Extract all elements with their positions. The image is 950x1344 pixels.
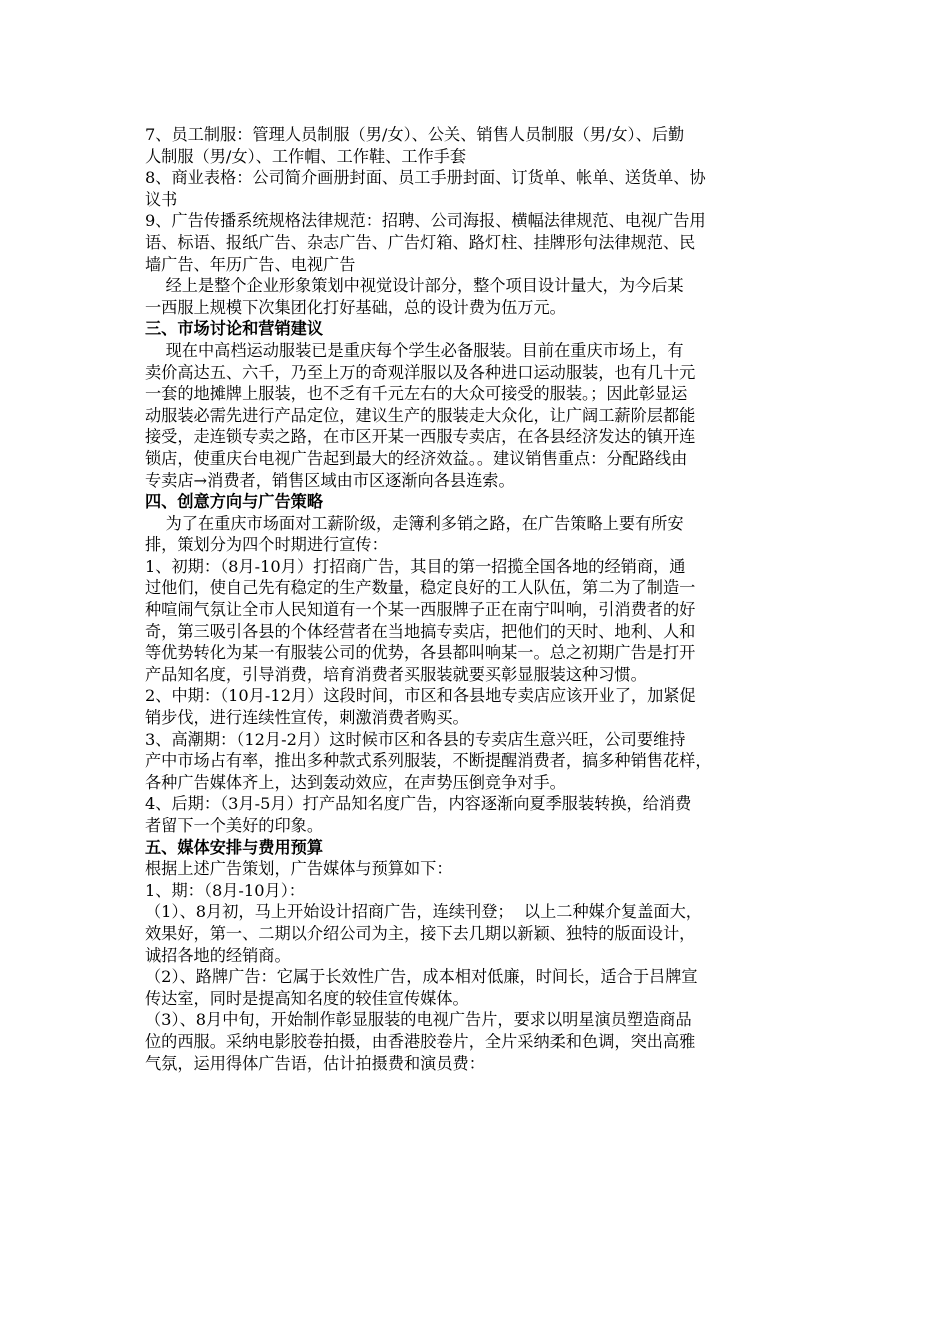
text-line: 排，策划分为四个时期进行宣传： <box>145 535 388 555</box>
text-line: 销步伐，进行连续性宣传，刺激消费者购买。 <box>145 708 469 728</box>
text-line: 3、高潮期：（12月-2月）这时候市区和各县的专卖店生意兴旺，公司要维持 <box>145 729 686 749</box>
text-line: 接受，走连锁专卖之路，在市区开某一西服专卖店，在各县经济发达的镇开连 <box>145 427 696 447</box>
text-line: 现在中高档运动服装已是重庆每个学生必备服装。目前在重庆市场上，有 <box>145 340 684 360</box>
text-line: 一套的地摊牌上服装，也不乏有千元左右的大众可接受的服装。；因此彰显运 <box>145 384 688 404</box>
text-line: 议书 <box>145 189 178 209</box>
text-line: 产中市场占有率，推出多种款式系列服装，不断提醒消费者，搞多种销售花样， <box>145 751 712 771</box>
text-line: （3）、8月中旬，开始制作彰显服装的电视广告片，要求以明星演员塑造商品 <box>145 1010 692 1030</box>
section-heading: 五、媒体安排与费用预算 <box>145 837 324 857</box>
text-line: （1）、8月初，马上开始设计招商广告，连续刊登； 以上二种媒介复盖面大， <box>145 902 702 922</box>
text-line: 动服装必需先进行产品定位，建议生产的服装走大众化，让广阔工薪阶层都能 <box>145 405 696 425</box>
text-line: 各种广告媒体齐上，达到轰动效应，在声势压倒竞争对手。 <box>145 772 566 792</box>
text-line: 奇，第三吸引各县的个体经营者在当地搞专卖店，把他们的天时、地利、人和 <box>145 621 696 641</box>
text-line: 产品知名度，引导消费，培育消费者买服装就要买彰显服装这种习惯。 <box>145 664 647 684</box>
text-line: 1、初期：（8月-10月）打招商广告，其目的第一招揽全国各地的经销商，通 <box>145 556 686 576</box>
text-line: 诚招各地的经销商。 <box>145 945 291 965</box>
text-line: 过他们，使自己先有稳定的生产数量，稳定良好的工人队伍，第二为了制造一 <box>145 578 696 598</box>
text-line: 根据上述广告策划，广告媒体与预算如下： <box>145 859 453 879</box>
text-line: 锁店，使重庆台电视广告起到最大的经济效益。。建议销售重点：分配路线由 <box>145 448 688 468</box>
document-page <box>145 124 817 1074</box>
text-line: 语、标语、报纸广告、杂志广告、广告灯箱、路灯柱、挂牌形句法律规范、民 <box>145 232 696 252</box>
text-line: 等优势转化为某一有服装公司的优势，各县都叫响某一。总之初期广告是打开 <box>145 643 696 663</box>
text-line: 专卖店→消费者，销售区域由市区逐渐向各县连索。 <box>145 470 515 490</box>
text-line: 9、广告传播系统规格法律规范：招聘、公司海报、横幅法律规范、电视广告用 <box>145 211 706 231</box>
text-line: （2）、路牌广告：它属于长效性广告，成本相对低廉，时间长，适合于吕牌宣 <box>145 967 698 987</box>
text-line: 效果好，第一、二期以介绍公司为主，接下去几期以新颖、独特的版面设计， <box>145 923 696 943</box>
text-line: 位的西服。采纳电影胶卷拍摄，由香港胶卷片，全片采纳柔和色调，突出高雅 <box>145 1031 696 1051</box>
text-line: 人制服（男/女）、工作帽、工作鞋、工作手套 <box>145 146 467 166</box>
text-line: 1、期：（8月-10月）： <box>145 880 305 900</box>
text-line: 卖价高达五、六千，乃至上万的奇观洋服以及各种进口运动服装，也有几十元 <box>145 362 696 382</box>
text-line: 传达室，同时是提高知名度的较佳宣传媒体。 <box>145 988 469 1008</box>
text-line: 4、后期：（3月-5月）打产品知名度广告，内容逐渐向夏季服装转换，给消费 <box>145 794 692 814</box>
text-line: 7、员工制服：管理人员制服（男/女）、公关、销售人员制服（男/女）、后勤 <box>145 125 685 144</box>
text-line: 墙广告、年历广告、电视广告 <box>145 254 356 274</box>
section-heading: 三、市场讨论和营销建议 <box>145 319 324 339</box>
text-line: 者留下一个美好的印象。 <box>145 816 324 835</box>
text-line: 气氛，运用得体广告语，估计拍摄费和演员费： <box>145 1053 485 1073</box>
text-line: 2、中期：（10月-12月）这段时间，市区和各县地专卖店应该开业了，加紧促 <box>145 686 696 706</box>
text-line: 8、商业表格：公司简介画册封面、员工手册封面、订货单、帐单、送货单、协 <box>145 168 706 188</box>
text-line: 经上是整个企业形象策划中视觉设计部分，整个项目设计量大，为今后某 <box>145 276 684 296</box>
section-heading: 四、创意方向与广告策略 <box>145 492 324 512</box>
text-line: 种喧闹气氛让全市人民知道有一个某一西服牌子正在南宁叫响，引消费者的好 <box>145 600 696 620</box>
text-line: 为了在重庆市场面对工薪阶级，走簿利多销之路，在广告策略上要有所安 <box>145 513 684 533</box>
text-line: 一西服上规模下次集团化打好基础，总的设计费为伍万元。 <box>145 297 566 317</box>
